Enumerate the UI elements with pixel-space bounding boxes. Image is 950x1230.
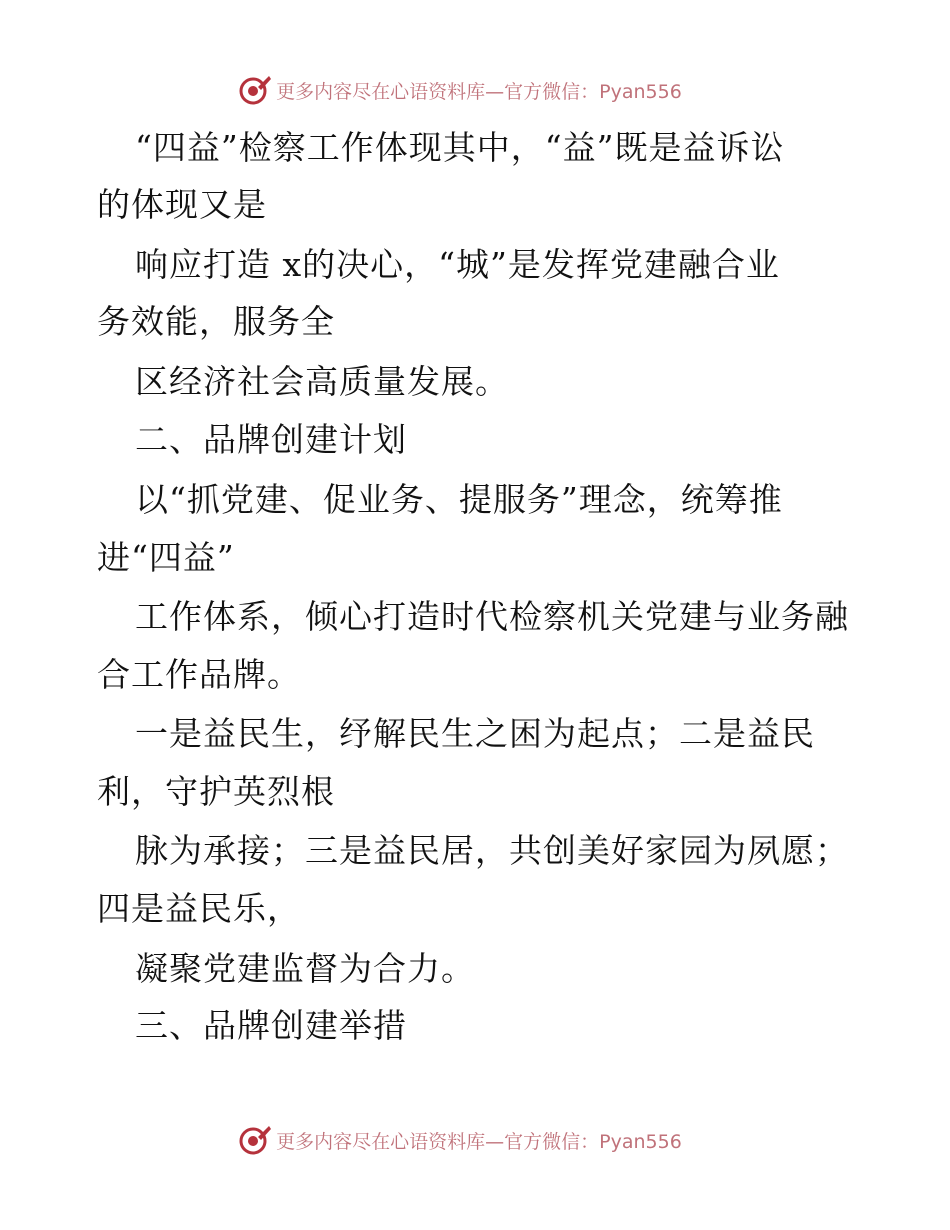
paragraph-line: 凝聚党建监督为合力。 [135, 949, 475, 988]
section-heading: 三、品牌创建举措 [135, 1006, 407, 1045]
paragraph-line: 以“抓党建、促业务、提服务”理念，统筹推 [135, 480, 783, 519]
paragraph-line: 响应打造 x的决心，“城”是发挥党建融合业 [135, 245, 780, 284]
brand-logo-icon [238, 73, 272, 107]
paragraph-line: 利，守护英烈根 [97, 772, 335, 811]
paragraph-line: 区经济社会高质量发展。 [135, 362, 509, 401]
paragraph-line: 脉为承接；三是益民居，共创美好家园为夙愿； [135, 831, 849, 870]
paragraph-line: 进“四益” [97, 538, 235, 577]
section-heading: 二、品牌创建计划 [135, 420, 407, 459]
paragraph-line: 工作体系，倾心打造时代检察机关党建与业务融 [135, 597, 849, 636]
paragraph-line: 的体现又是 [97, 185, 267, 224]
watermark-text: 更多内容尽在心语资料库—官方微信：Pyan556 [276, 80, 682, 103]
paragraph-line: “四益”检察工作体现其中，“益”既是益诉讼 [135, 128, 785, 167]
watermark-text: 更多内容尽在心语资料库—官方微信：Pyan556 [276, 1130, 682, 1153]
paragraph-line: 合工作品牌。 [97, 655, 301, 694]
paragraph-line: 务效能，服务全 [97, 302, 335, 341]
brand-logo-icon [238, 1123, 272, 1157]
paragraph-line: 四是益民乐， [97, 889, 301, 928]
footer-watermark [0, 1120, 950, 1160]
header-watermark [0, 70, 950, 110]
paragraph-line: 一是益民生，纾解民生之困为起点；二是益民 [135, 714, 815, 753]
